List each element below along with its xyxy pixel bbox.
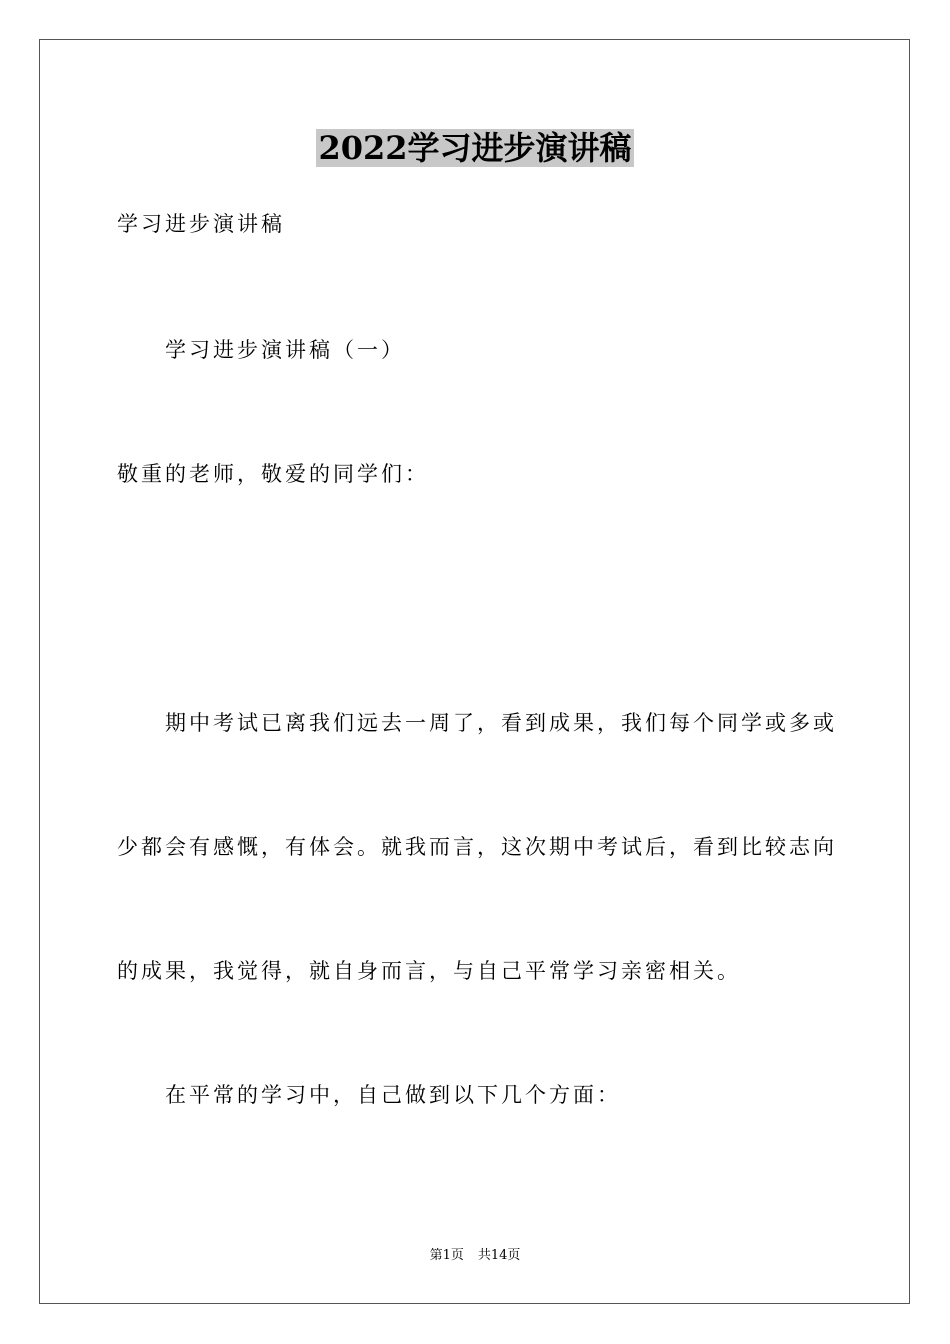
document-subtitle: 学习进步演讲稿 xyxy=(117,212,285,236)
paragraph-line: 期中考试已离我们远去一周了，看到成果，我们每个同学或多或 xyxy=(165,711,837,735)
paragraph-line: 的成果，我觉得，就自身而言，与自己平常学习亲密相关。 xyxy=(117,959,741,983)
paragraph-line: 在平常的学习中，自己做到以下几个方面： xyxy=(165,1083,621,1107)
page-footer xyxy=(0,1246,950,1266)
page-total: 共14页 xyxy=(477,1248,521,1263)
paragraph-line: 少都会有感慨，有体会。就我而言，这次期中考试后，看到比较志向 xyxy=(117,835,837,859)
section-heading: 学习进步演讲稿（一） xyxy=(165,338,405,362)
page-number: 第1页 xyxy=(429,1248,464,1263)
document-title xyxy=(0,128,950,168)
document-title-text: 2022学习进步演讲稿 xyxy=(318,129,632,167)
salutation: 敬重的老师，敬爱的同学们： xyxy=(117,462,429,486)
